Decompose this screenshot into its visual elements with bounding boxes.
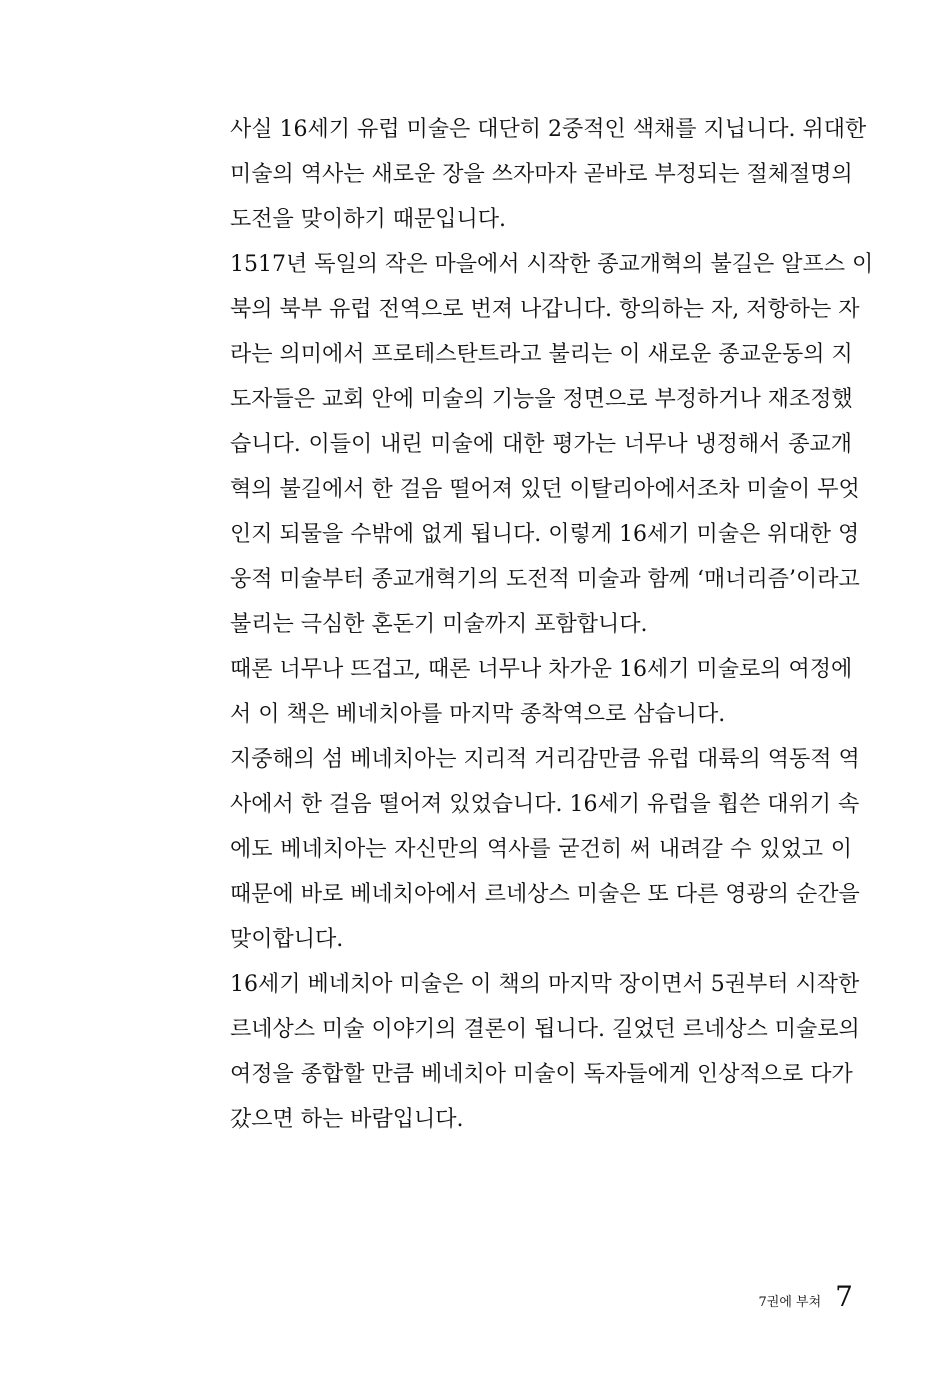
text-line: 여정을 종합할 만큼 베네치아 미술이 독자들에게 인상적으로 다가: [230, 1062, 853, 1087]
paragraph-2: [230, 242, 874, 647]
paragraph-4: [230, 737, 860, 962]
text-line: 인지 되물을 수밖에 없게 됩니다. 이렇게 16세기 미술은 위대한 영: [230, 522, 860, 547]
text-line: 라는 의미에서 프로테스탄트라고 불리는 이 새로운 종교운동의 지: [230, 342, 853, 367]
text-line: 도전을 맞이하기 때문입니다.: [230, 207, 507, 232]
text-line: 에도 베네치아는 자신만의 역사를 굳건히 써 내려갈 수 있었고 이: [230, 837, 852, 862]
text-line: 불리는 극심한 혼돈기 미술까지 포함합니다.: [230, 612, 648, 637]
text-line: 맞이합니다.: [230, 927, 344, 952]
page-number: 7: [835, 1280, 853, 1313]
text-line: 미술의 역사는 새로운 장을 쓰자마자 곧바로 부정되는 절체절명의: [230, 162, 853, 187]
paragraph-5: [230, 962, 860, 1142]
paragraph-3: [230, 647, 852, 737]
text-line: 북의 북부 유럽 전역으로 번져 나갑니다. 항의하는 자, 저항하는 자: [230, 297, 860, 322]
text-line: 웅적 미술부터 종교개혁기의 도전적 미술과 함께 ‘매너리즘’이라고: [230, 567, 860, 592]
text-line: 지중해의 섬 베네치아는 지리적 거리감만큼 유럽 대륙의 역동적 역: [230, 747, 860, 772]
text-line: 1517년 독일의 작은 마을에서 시작한 종교개혁의 불길은 알프스 이: [230, 252, 874, 277]
text-line: 서 이 책은 베네치아를 마지막 종착역으로 삼습니다.: [230, 702, 726, 727]
text-line: 사에서 한 걸음 떨어져 있었습니다. 16세기 유럽을 휩쓴 대위기 속: [230, 792, 860, 817]
text-line: 갔으면 하는 바람입니다.: [230, 1107, 464, 1132]
text-line: 도자들은 교회 안에 미술의 기능을 정면으로 부정하거나 재조정했: [230, 387, 853, 412]
text-line: 르네상스 미술 이야기의 결론이 됩니다. 길었던 르네상스 미술로의: [230, 1017, 860, 1042]
running-head: 7권에 부쳐: [758, 1295, 822, 1310]
text-line: 습니다. 이들이 내린 미술에 대한 평가는 너무나 냉정해서 종교개: [230, 432, 852, 457]
text-line: 때론 너무나 뜨겁고, 때론 너무나 차가운 16세기 미술로의 여정에: [230, 657, 853, 682]
text-line: 16세기 베네치아 미술은 이 책의 마지막 장이면서 5권부터 시작한: [230, 972, 860, 997]
body-text: [230, 107, 874, 1142]
text-line: 때문에 바로 베네치아에서 르네상스 미술은 또 다른 영광의 순간을: [230, 882, 860, 907]
text-line: 혁의 불길에서 한 걸음 떨어져 있던 이탈리아에서조차 미술이 무엇: [230, 477, 860, 502]
text-line: 사실 16세기 유럽 미술은 대단히 2중적인 색채를 지닙니다. 위대한: [230, 117, 867, 142]
paragraph-1: [230, 107, 867, 242]
page-footer: [759, 1280, 853, 1320]
